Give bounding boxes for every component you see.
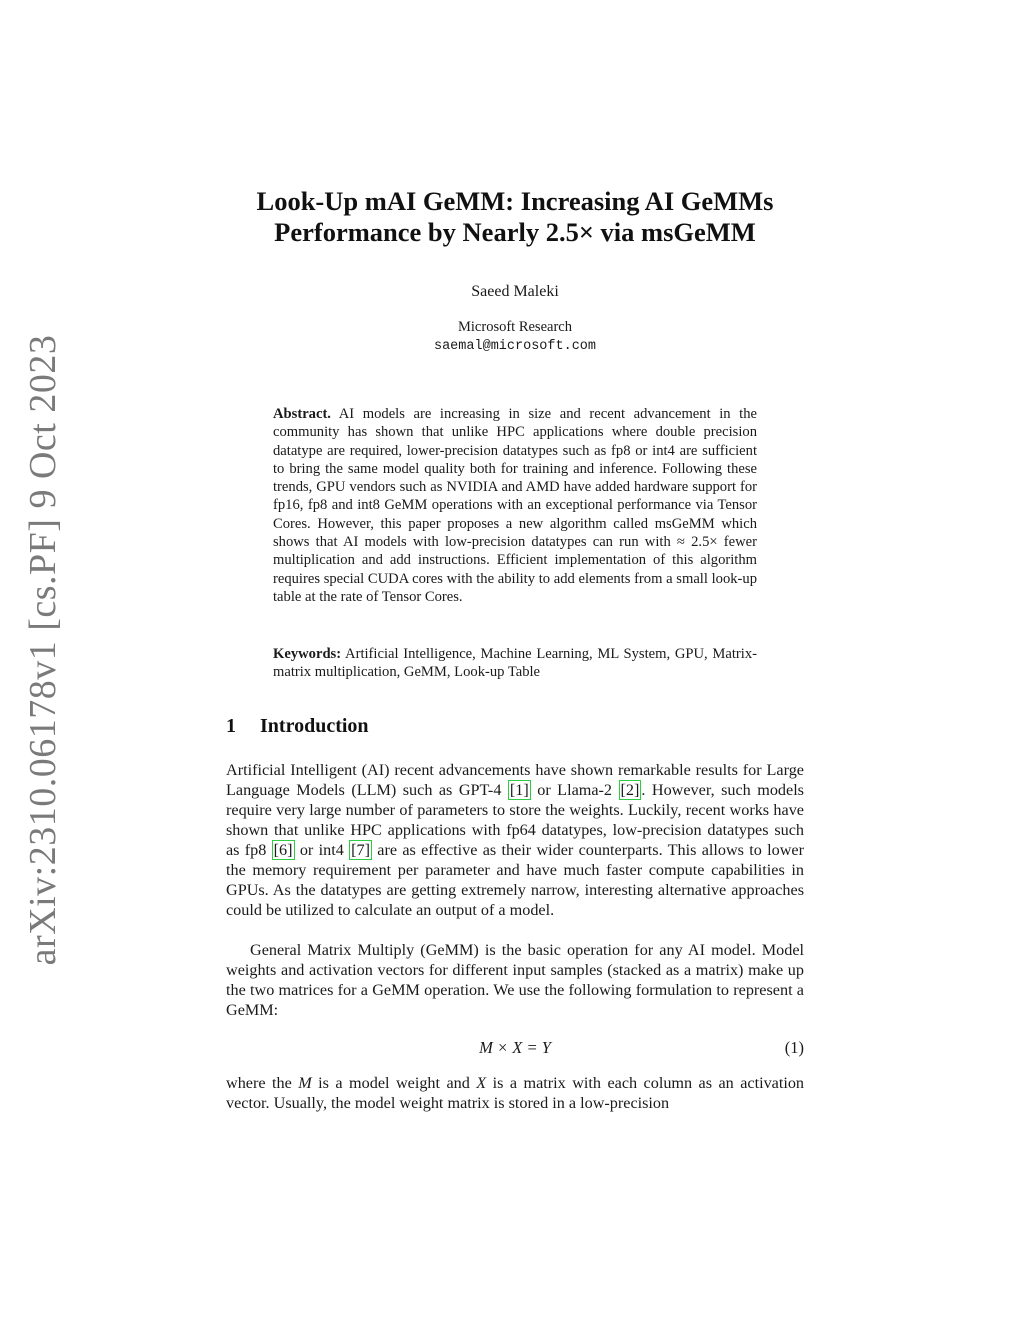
abstract: [273, 405, 757, 606]
abstract-text: AI models are increasing in size and recent advancement in the community has shown that unlike HPC applications where double precision datatype are required, lower-precision datatypes such as fp8 or int4 are sufficient to bring the same model quality both for training and inference. Following these trends, GPU vendors such as NVIDIA and AMD have added hardware support for fp16, fp8 and int8 GeMM operations with an exceptional performance via Tensor Cores. However, this paper proposes a new algorithm called msGeMM which shows that AI models with low-precision datatypes can run with ≈ 2.5× fewer multiplication and add instructions. Efficient implementation of this algorithm requires special CUDA cores with the ability to add elements from a small look-up table at the rate of Tensor Cores.: [273, 406, 757, 605]
author-affiliation: Microsoft Research: [458, 319, 572, 335]
paper-title: [150, 186, 880, 248]
citation-link-2[interactable]: [2]: [620, 781, 640, 799]
intro-p3-text-b: is a model weight and: [318, 1074, 470, 1092]
section-heading-introduction: [226, 715, 369, 738]
abstract-label: Abstract.: [273, 406, 331, 422]
var-m: M: [298, 1074, 312, 1092]
citation-link-6[interactable]: [6]: [273, 841, 293, 859]
author-email: saemal@microsoft.com: [433, 339, 597, 354]
citation-link-1[interactable]: [1]: [509, 781, 529, 799]
intro-p1-text-a: Artificial Intelligent (AI) recent advancements have shown remarkable results for Large Language Models (LLM) such as GPT-4: [226, 761, 804, 799]
keywords-label: Keywords:: [273, 646, 342, 662]
intro-p1-text-d: or int4: [299, 841, 344, 859]
var-x: X: [476, 1074, 487, 1092]
intro-p1-text-e: are as effective as their wider counterparts. This allows to lower the memory requirement per parameter and have much faster compute capabilities in GPUs. As the datatypes are getting extremely narrow, interesting alternative approaches could be utilized to calculate an output of a model.: [226, 841, 805, 919]
intro-paragraph-1: [226, 760, 804, 920]
title-line-2: Performance by Nearly 2.5× via msGeMM: [274, 217, 756, 247]
arxiv-side-stamp: arXiv:2310.06178v1 [cs.PF] 9 Oct 2023: [22, 334, 64, 966]
section-number: 1: [226, 715, 236, 737]
title-line-1: Look-Up mAI GeMM: Increasing AI GeMMs: [256, 186, 774, 216]
intro-paragraph-3: [226, 1073, 804, 1113]
intro-p1-text-c: . However, such models require very large number of parameters to store the weights. Luckily, recent works have shown that unlike HPC applications with fp64 datatypes, low-precision datatypes such as fp8: [226, 781, 804, 859]
keywords: [273, 645, 757, 682]
author-name: Saeed Maleki: [471, 283, 559, 300]
intro-p1-text-b: or Llama-2: [537, 781, 613, 799]
citation-link-7[interactable]: [7]: [351, 841, 370, 859]
intro-p3-text-c: is a matrix with each column as an activation vector. Usually, the model weight matrix is stored in a low-precision: [226, 1074, 805, 1112]
intro-p3-text-a: where the: [226, 1074, 292, 1092]
section-title: Introduction: [260, 715, 369, 737]
intro-paragraph-2: General Matrix Multiply (GeMM) is the basic operation for any AI model. Model weights and activation vectors for different input samples (stacked as a matrix) make up the two matrices for a GeMM operation. We use the following formulation to represent a GeMM:: [226, 941, 804, 1019]
equation-number: (1): [784, 1038, 804, 1057]
equation-expression: M × X = Y: [479, 1038, 551, 1057]
keywords-text: Artificial Intelligence, Machine Learning, ML System, GPU, Matrix-matrix multiplication, GeMM, Look-up Table: [273, 646, 758, 681]
